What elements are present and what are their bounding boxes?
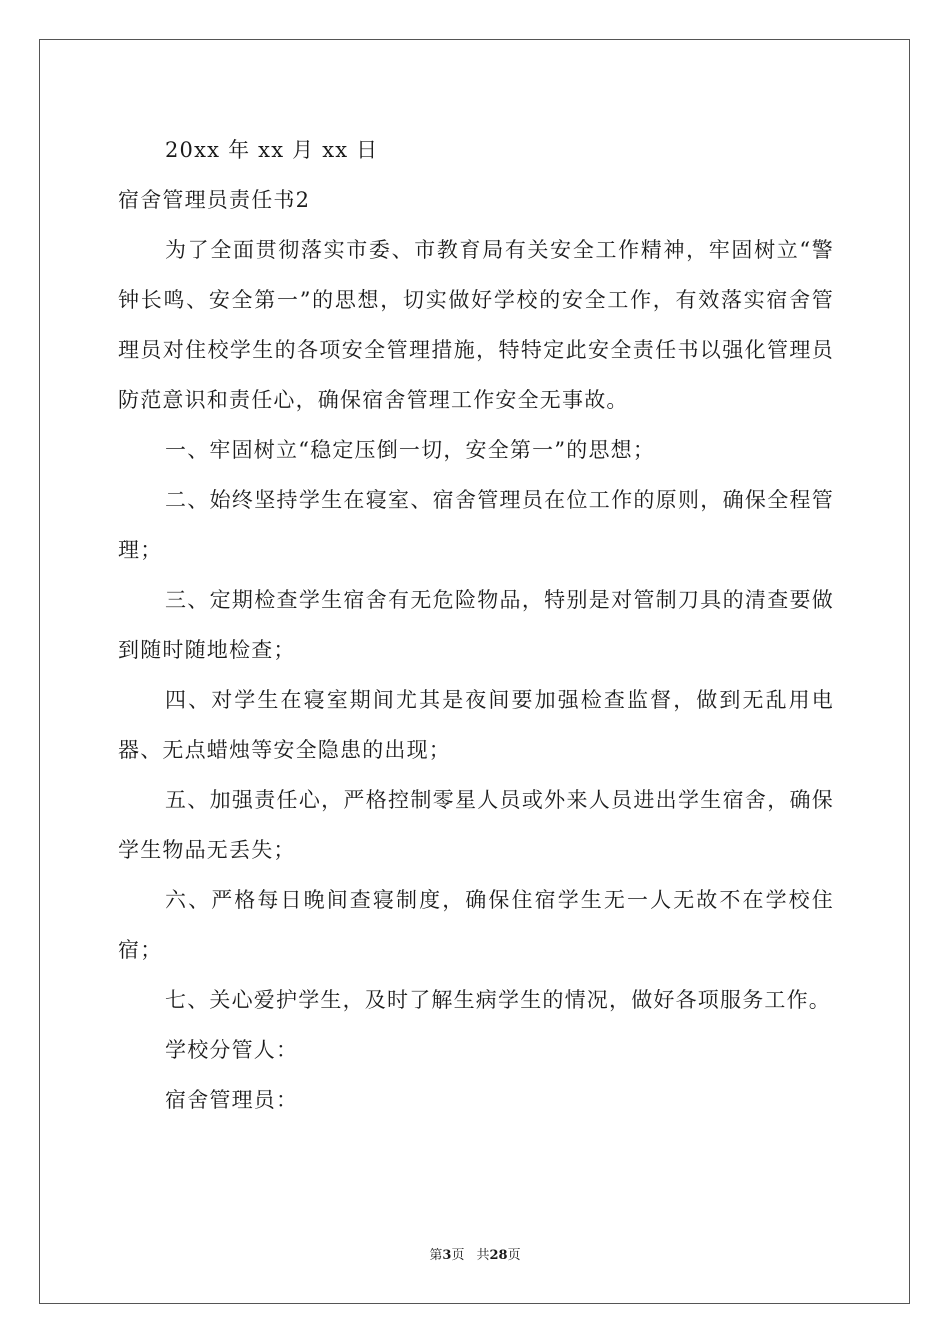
school-manager-signature: 学校分管人： — [165, 1038, 299, 1062]
clause-5: 五、加强责任心，严格控制零星人员或外来人员进出学生宿舍，确保学生物品无丢失； — [118, 788, 834, 862]
total-suffix: 页 — [507, 1248, 521, 1263]
clause-2: 二、始终坚持学生在寝室、宿舍管理员在位工作的原则，确保全程管理； — [118, 488, 834, 562]
clause-1: 一、牢固树立“稳定压倒一切，安全第一”的思想； — [165, 438, 656, 462]
intro-paragraph: 为了全面贯彻落实市委、市教育局有关安全工作精神，牢固树立“警钟长鸣、安全第一”的思想，切实做好学校的安全工作，有效落实宿舍管理员对住校学生的各项安全管理措施，特特定此安全责任书以强化管理员防范意识和责任心，确保宿舍管理工作安全无事故。 — [118, 238, 834, 412]
page-number: 3 — [442, 1248, 452, 1263]
page-suffix: 页 — [451, 1248, 465, 1263]
clause-6: 六、严格每日晚间查寝制度，确保住宿学生无一人无故不在学校住宿； — [118, 888, 834, 962]
total-prefix: 共 — [476, 1248, 490, 1263]
clause-4: 四、对学生在寝室期间尤其是夜间要加强检查监督，做到无乱用电器、无点蜡烛等安全隐患的出现； — [118, 688, 834, 762]
document-title: 宿舍管理员责任书2 — [118, 188, 311, 212]
clause-7: 七、关心爱护学生，及时了解生病学生的情况，做好各项服务工作。 — [165, 988, 831, 1012]
date-line: 20xx 年 xx 月 xx 日 — [165, 138, 379, 162]
document-body — [118, 125, 834, 1125]
page-prefix: 第 — [429, 1248, 443, 1263]
page-footer — [0, 1248, 950, 1264]
total-pages: 28 — [489, 1248, 508, 1263]
dorm-manager-signature: 宿舍管理员： — [165, 1088, 299, 1112]
clause-3: 三、定期检查学生宿舍有无危险物品，特别是对管制刀具的清查要做到随时随地检查； — [118, 588, 834, 662]
